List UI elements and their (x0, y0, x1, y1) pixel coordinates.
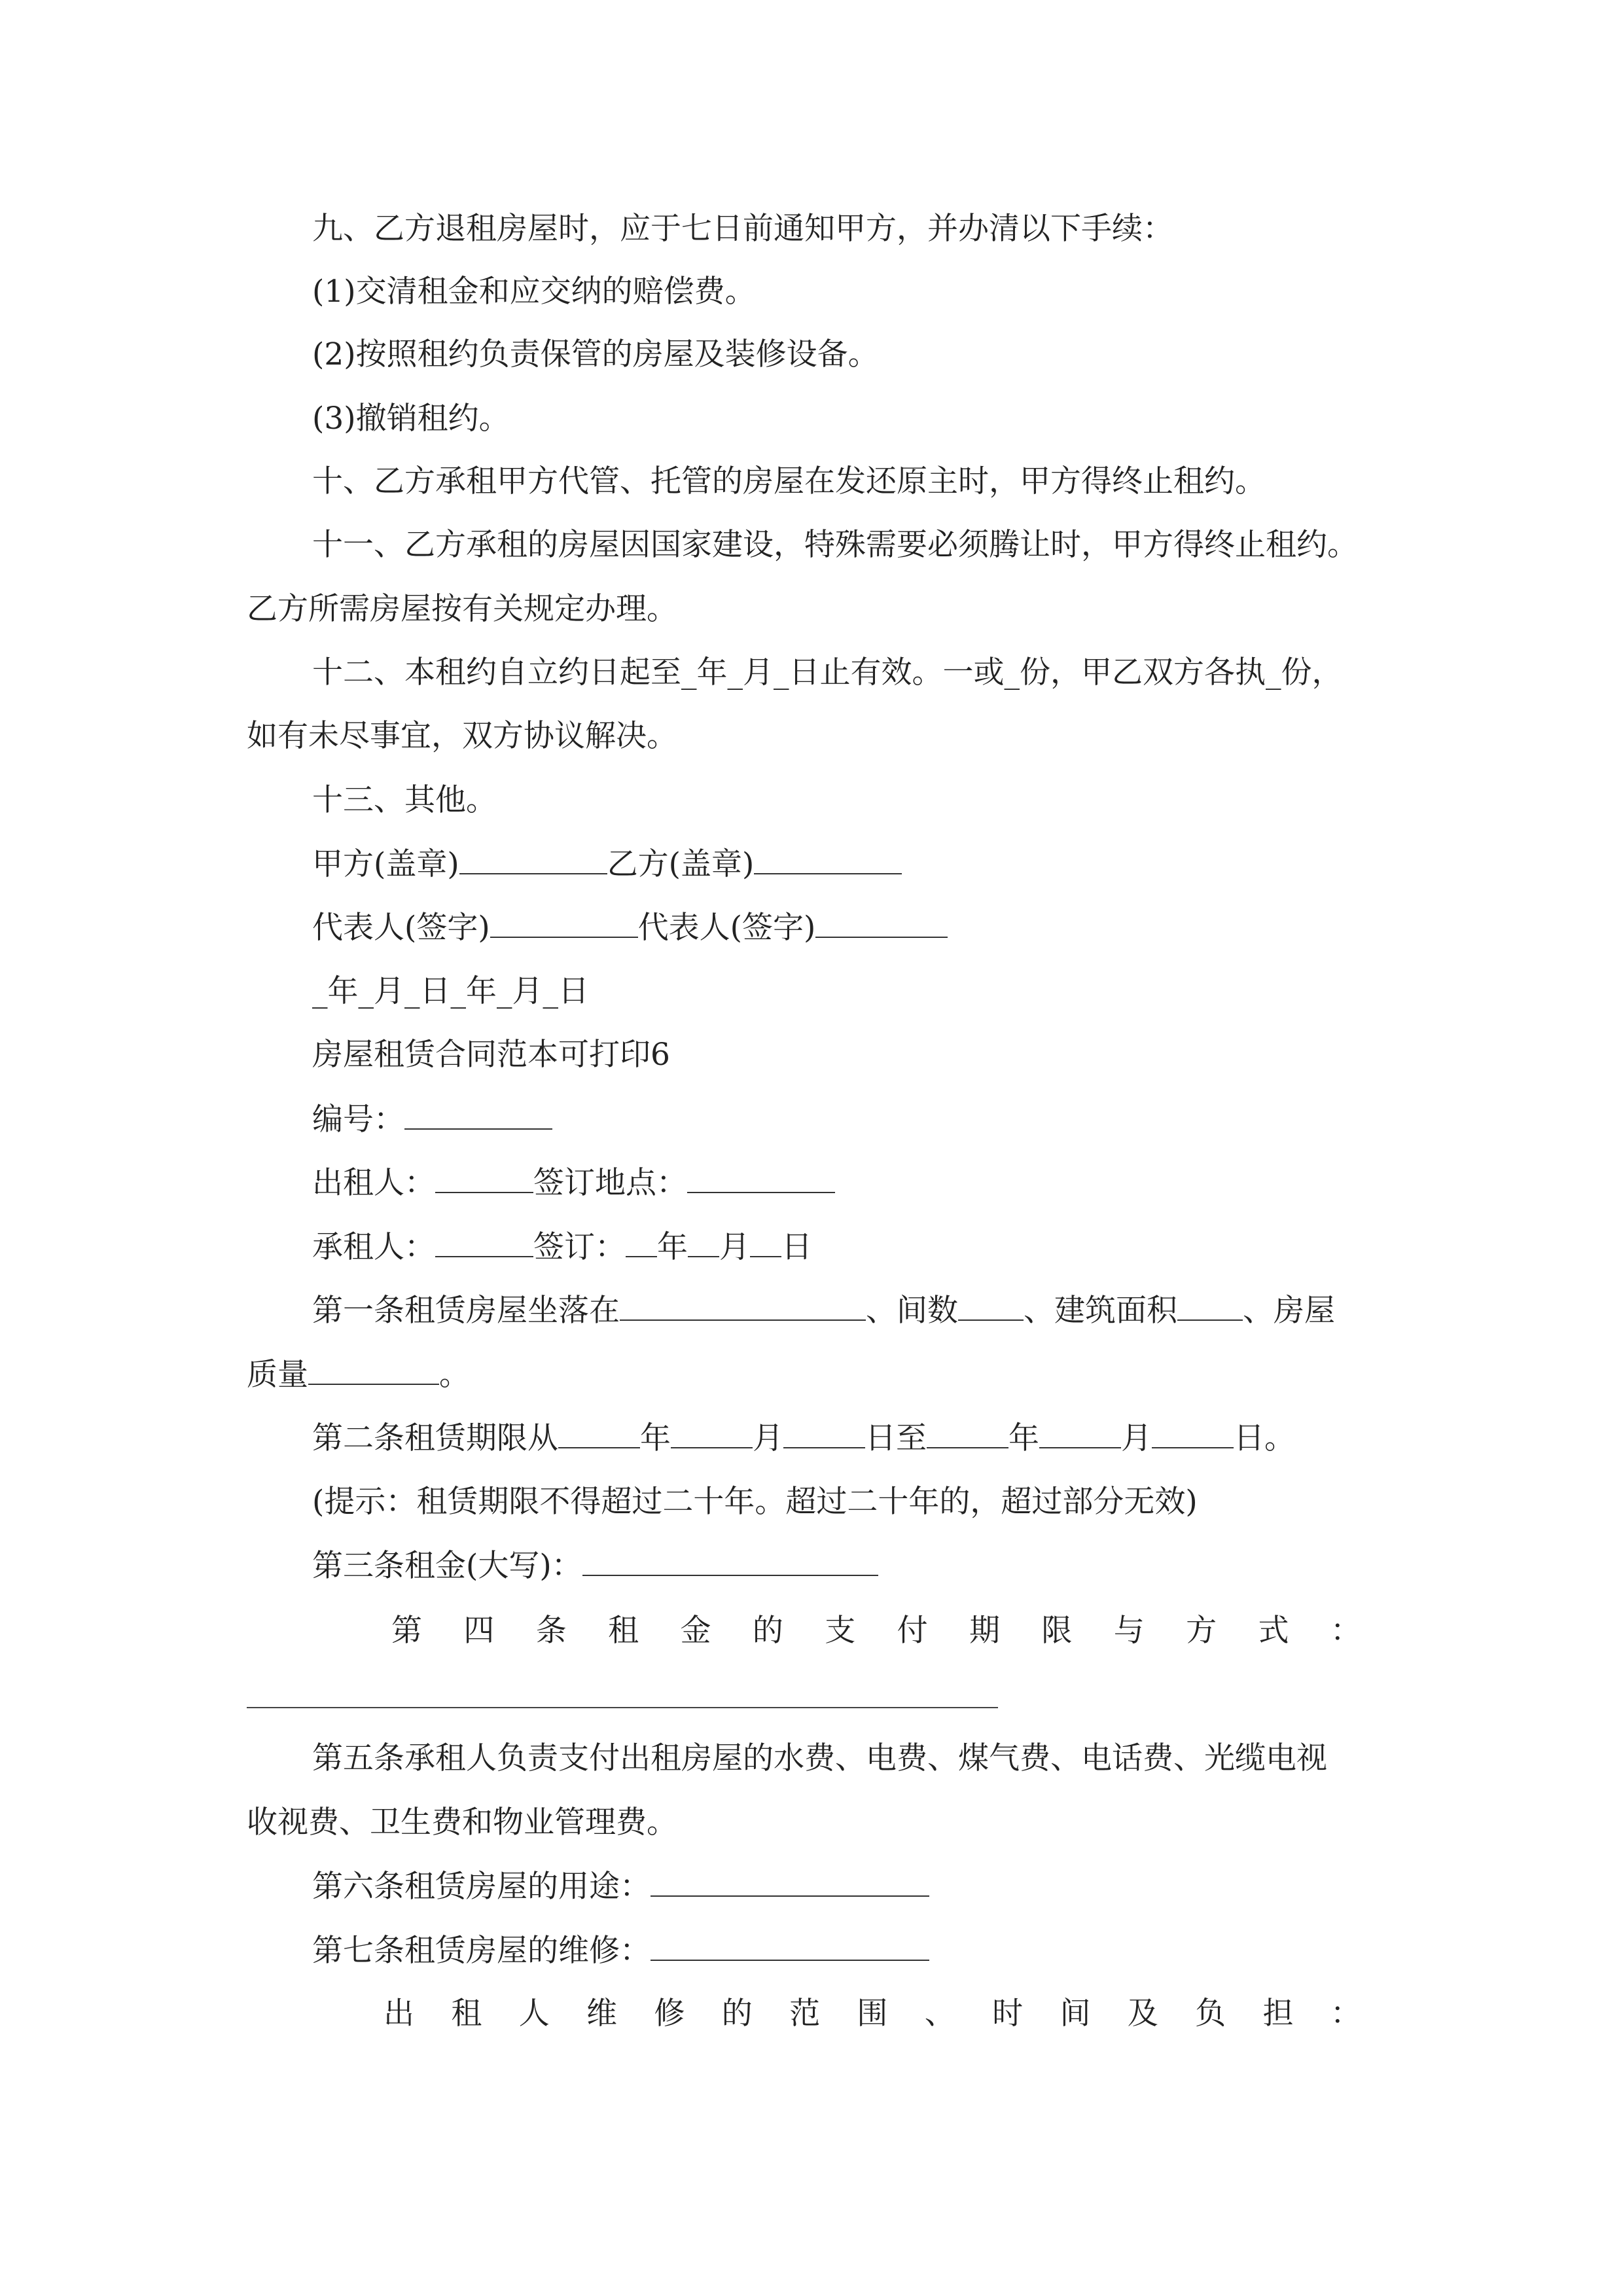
article-4-char: 式 (1258, 1613, 1289, 1649)
repair-scope-char: 范 (789, 1996, 821, 2032)
party-a-seal-blank[interactable] (459, 844, 607, 874)
repair-blank[interactable] (651, 1931, 929, 1961)
article-2-month-2: 月 (1121, 1420, 1152, 1456)
article-4-char: 租 (608, 1613, 639, 1649)
lessee-label: 承租人： (312, 1229, 435, 1265)
sign-place-label: 签订地点： (533, 1165, 687, 1201)
lessor-line (312, 1163, 835, 1203)
article-1-line-2 (247, 1355, 470, 1395)
article-2-day-to: 日至 (865, 1420, 927, 1456)
end-day-blank[interactable] (1152, 1418, 1234, 1448)
clause-9-item-2: (2)按照租约负责保管的房屋及装修设备。 (312, 336, 879, 372)
clause-9-item-1: (1)交清租金和应交纳的赔偿费。 (312, 274, 756, 310)
party-a-seal-label: 甲方(盖章) (312, 846, 459, 882)
article-5-line-1: 第五条承租人负责支付出租房屋的水费、电费、煤气费、电话费、光缆电视 (312, 1740, 1327, 1776)
article-4-char: 期 (969, 1613, 1000, 1649)
term-note: (提示：租赁期限不得超过二十年。超过二十年的，超过部分无效) (312, 1484, 1198, 1520)
clause-12-line-2: 如有未尽事宜，双方协议解决。 (247, 718, 677, 754)
rep-b-sign-label: 代表人(签字) (637, 910, 816, 946)
sign-month-blank[interactable] (688, 1227, 719, 1257)
article-1-text-f: 。 (439, 1357, 470, 1393)
repair-scope-char: 间 (1060, 1996, 1091, 2032)
rep-a-sign-label: 代表人(签字) (312, 910, 490, 946)
article-4-char: 方 (1186, 1613, 1217, 1649)
floor-area-blank[interactable] (1177, 1291, 1243, 1321)
repair-scope-char: 担 (1262, 1996, 1294, 2032)
repair-scope-char: 时 (992, 1996, 1024, 2032)
clause-13: 十三、其他。 (312, 782, 497, 818)
sign-place-blank[interactable] (687, 1163, 835, 1193)
article-3-line (312, 1546, 878, 1586)
payment-terms-blank[interactable] (247, 1707, 998, 1708)
usage-blank[interactable] (651, 1867, 929, 1897)
sign-year-blank[interactable] (626, 1227, 657, 1257)
clause-9-title: 九、乙方退租房屋时，应于七日前通知甲方，并办清以下手续： (312, 211, 1173, 247)
party-seal-line (312, 844, 902, 884)
end-year-blank[interactable] (927, 1418, 1008, 1448)
clause-12-line-1: 十二、本租约自立约日起至_年_月_日止有效。一或_份，甲乙双方各执_份， (312, 655, 1343, 691)
sign-date-label: 签订： (533, 1229, 626, 1265)
contract-number-label: 编号： (312, 1102, 404, 1138)
repair-scope-char: 、 (924, 1996, 955, 2032)
article-1-text-a: 第一条租赁房屋坐落在 (312, 1293, 620, 1329)
article-1-line-1 (312, 1291, 1335, 1331)
repair-scope-char: 负 (1195, 1996, 1226, 2032)
quality-blank[interactable] (308, 1355, 439, 1385)
article-7-line (312, 1931, 929, 1971)
representative-sign-line (312, 908, 948, 948)
location-blank[interactable] (620, 1291, 866, 1321)
article-1-text-d: 、房屋 (1243, 1293, 1335, 1329)
start-month-blank[interactable] (671, 1418, 753, 1448)
repair-scope-char: 人 (518, 1996, 550, 2032)
rep-a-sign-blank[interactable] (490, 908, 638, 938)
article-2-year-2: 年 (1008, 1420, 1039, 1456)
party-b-seal-label: 乙方(盖章) (607, 846, 755, 882)
clause-10: 十、乙方承租甲方代管、托管的房屋在发还原主时，甲方得终止租约。 (312, 463, 1266, 499)
start-year-blank[interactable] (558, 1418, 640, 1448)
article-4-char: 四 (463, 1613, 495, 1649)
article-2 (312, 1418, 1295, 1458)
rep-b-sign-blank[interactable] (815, 908, 948, 938)
repair-scope-char: ： (1330, 1996, 1361, 2032)
rent-amount-blank[interactable] (582, 1546, 878, 1576)
end-month-blank[interactable] (1039, 1418, 1121, 1448)
article-1-text-c: 、建筑面积 (1024, 1293, 1177, 1329)
contract-number-blank[interactable] (404, 1100, 552, 1130)
article-6-line (312, 1867, 929, 1907)
article-4-char: 支 (825, 1613, 856, 1649)
article-1-text-e: 质量 (247, 1357, 308, 1393)
lessor-label: 出租人： (312, 1165, 435, 1201)
repair-scope-char: 租 (451, 1996, 482, 2032)
repair-scope-char: 出 (383, 1996, 414, 2032)
article-4-spaced (391, 1611, 1361, 1651)
party-b-seal-blank[interactable] (754, 844, 902, 874)
start-day-blank[interactable] (783, 1418, 865, 1448)
article-6-label: 第六条租赁房屋的用途： (312, 1869, 651, 1905)
sign-day-blank[interactable] (750, 1227, 781, 1257)
article-2-month-1: 月 (753, 1420, 783, 1456)
repair-scope-char: 及 (1127, 1996, 1158, 2032)
article-7-label: 第七条租赁房屋的维修： (312, 1933, 651, 1969)
lessee-line (312, 1227, 812, 1267)
lessor-blank[interactable] (435, 1163, 533, 1193)
sign-month-label: 月 (719, 1229, 750, 1265)
repair-scope-spaced (383, 1994, 1361, 2034)
clause-11-line-2: 乙方所需房屋按有关规定办理。 (247, 591, 677, 627)
sign-day-label: 日 (781, 1229, 812, 1265)
article-4-char: 限 (1041, 1613, 1073, 1649)
clause-11-line-1: 十一、乙方承租的房屋因国家建设，特殊需要必须腾让时，甲方得终止租约。 (312, 527, 1358, 563)
article-2-text-a: 第二条租赁期限从 (312, 1420, 558, 1456)
signature-dates: _年_月_日_年_月_日 (312, 973, 589, 1009)
room-count-blank[interactable] (958, 1291, 1024, 1321)
article-1-text-b: 、间数 (866, 1293, 958, 1329)
article-5-line-2: 收视费、卫生费和物业管理费。 (247, 1804, 677, 1840)
contract-6-title: 房屋租赁合同范本可打印6 (312, 1037, 670, 1073)
contract-number-line (312, 1100, 552, 1139)
article-4-char: 付 (897, 1613, 928, 1649)
article-4-char: ： (1330, 1613, 1361, 1649)
article-4-char: 的 (752, 1613, 783, 1649)
article-4-char: 金 (680, 1613, 711, 1649)
article-2-year-1: 年 (640, 1420, 671, 1456)
clause-9-item-3: (3)撤销租约。 (312, 401, 510, 437)
article-4-char: 与 (1113, 1613, 1145, 1649)
article-3-label: 第三条租金(大写)： (312, 1548, 582, 1584)
article-2-day-end: 日。 (1234, 1420, 1295, 1456)
lessee-blank[interactable] (435, 1227, 533, 1257)
sign-year-label: 年 (657, 1229, 688, 1265)
repair-scope-char: 的 (721, 1996, 753, 2032)
repair-scope-char: 维 (586, 1996, 618, 2032)
repair-scope-char: 围 (857, 1996, 888, 2032)
article-4-char: 条 (535, 1613, 567, 1649)
article-4-char: 第 (391, 1613, 422, 1649)
repair-scope-char: 修 (654, 1996, 685, 2032)
